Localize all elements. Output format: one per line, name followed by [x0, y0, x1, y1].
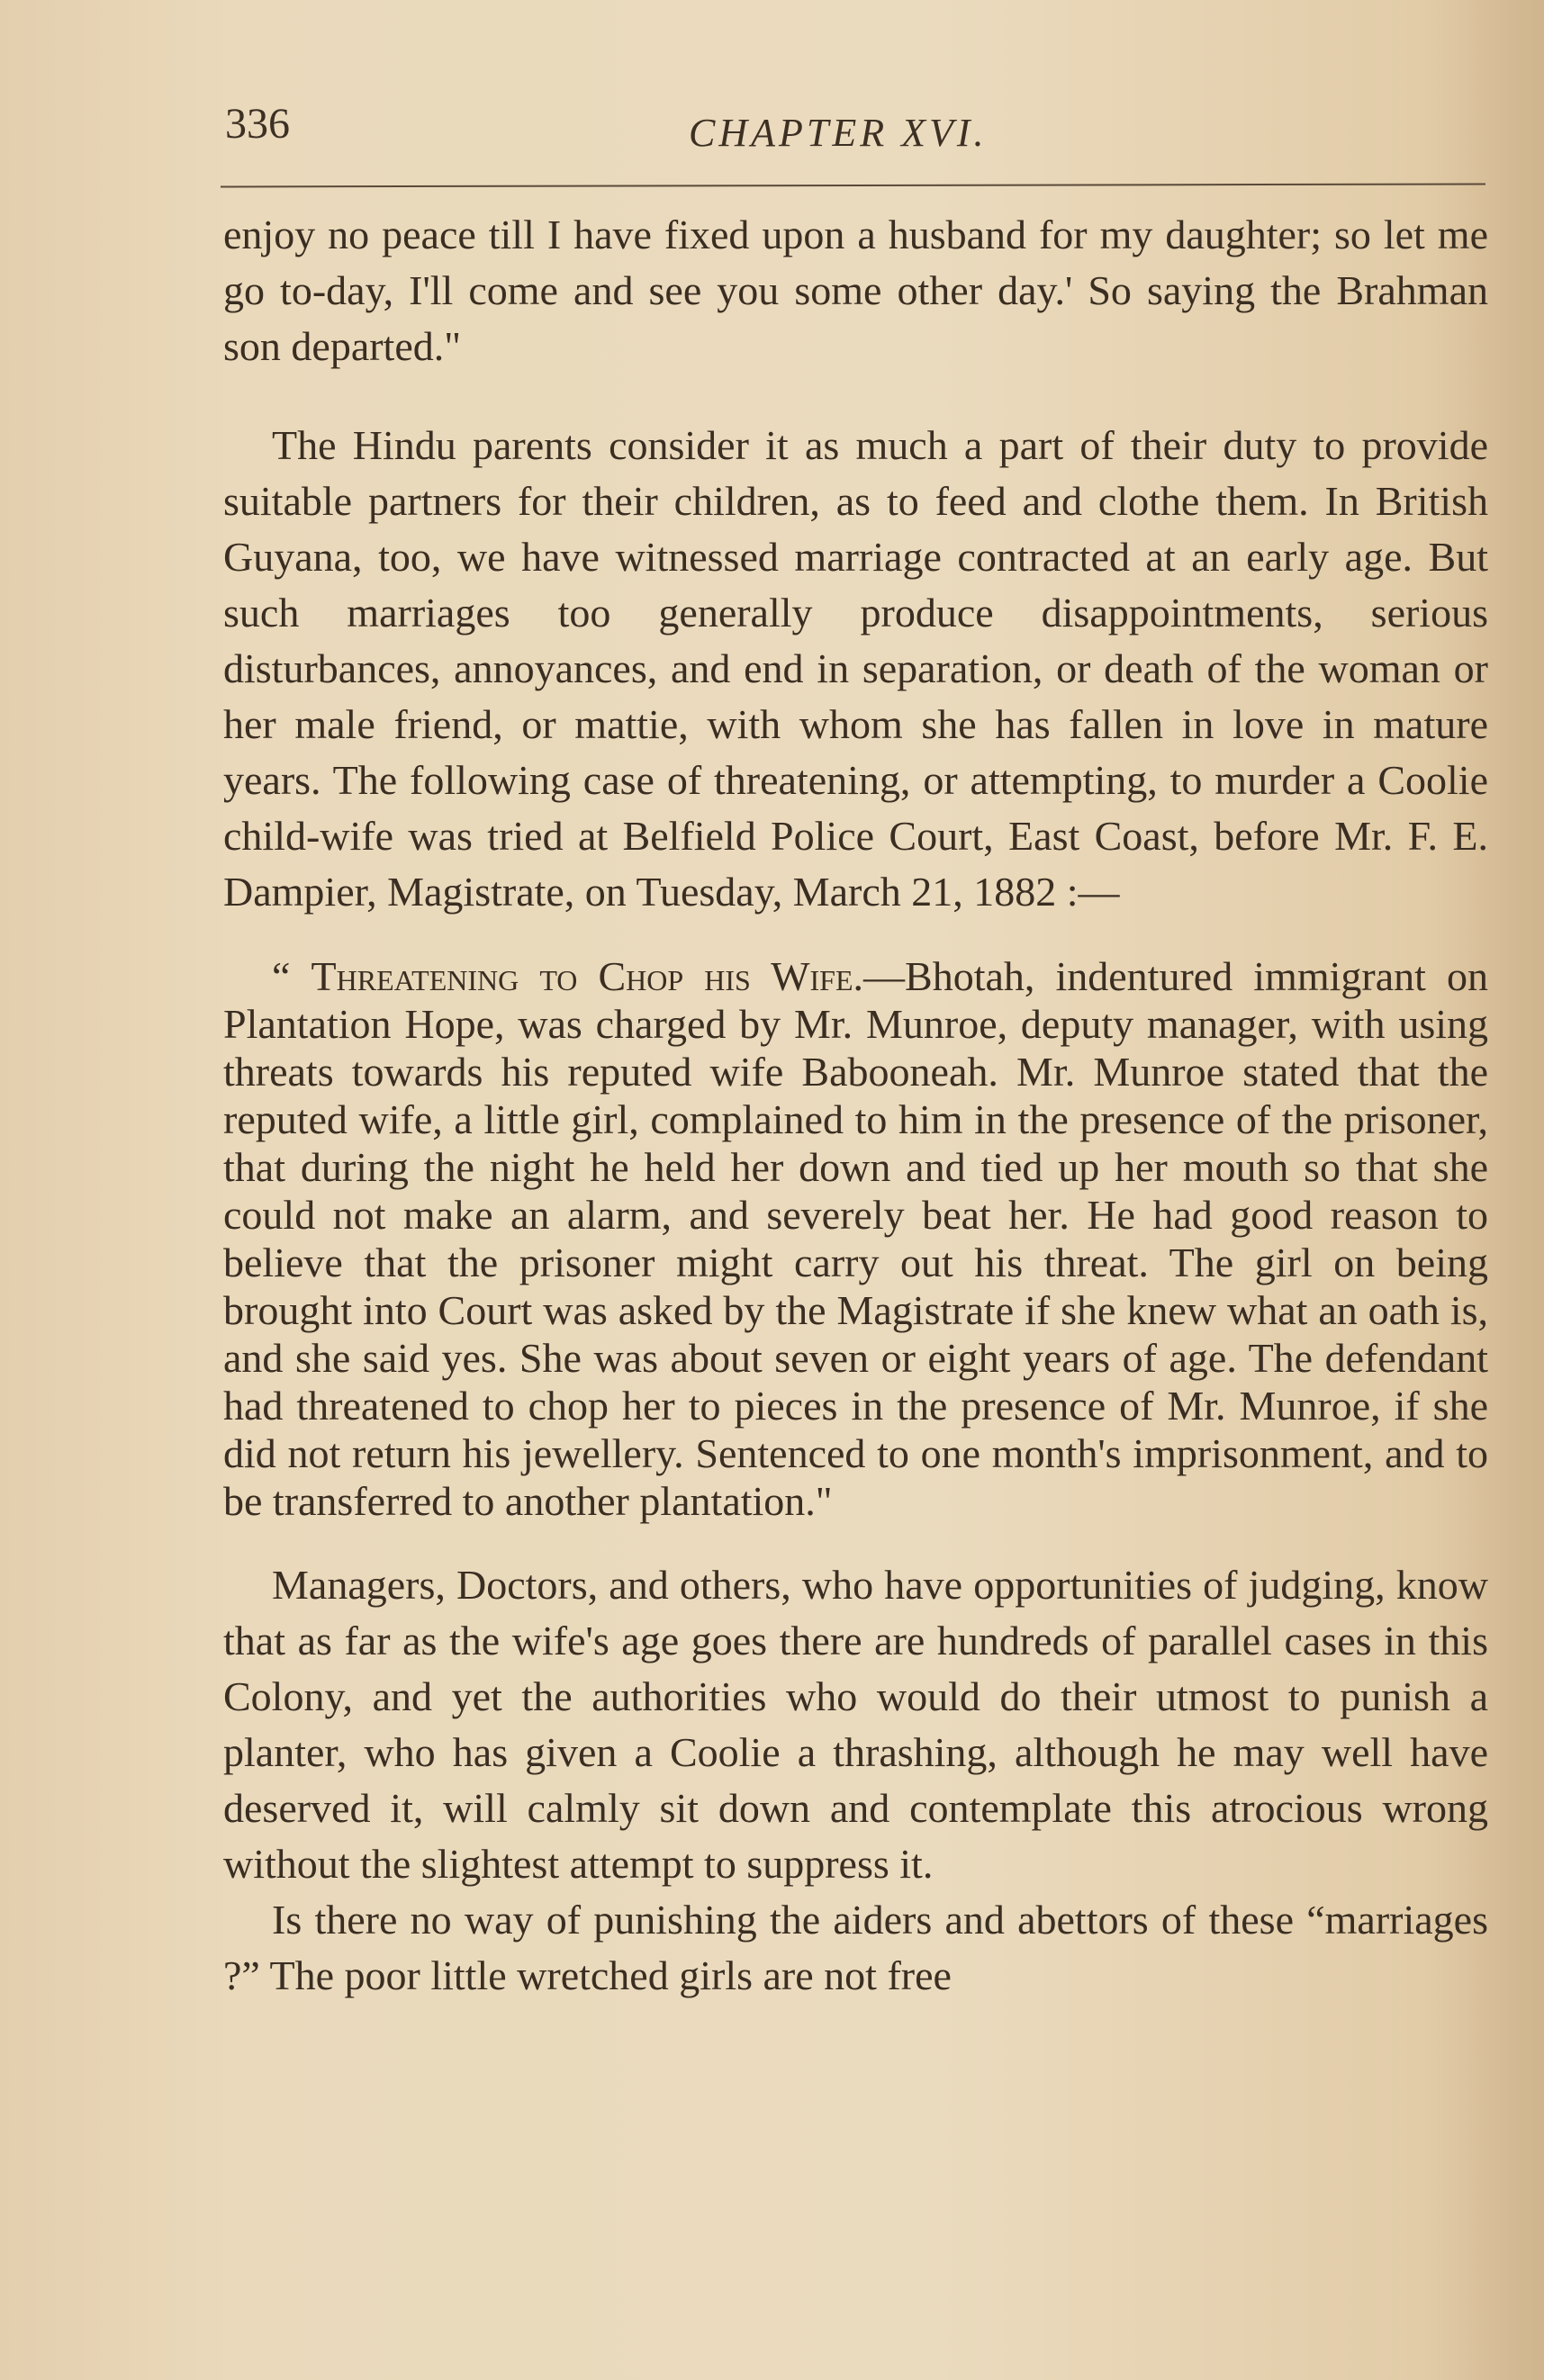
report-text: —Bhotah, indentured immigrant on Plantation Hope, was charged by Mr. Munroe, deputy manager, with using threats towards his reputed wife Babooneah. Mr. Munroe stated that the reputed wife, a little girl, complained to him in the presence of the prisoner, that during the night he held her down and tied up her mouth so that she could not make an alarm, and severely beat her. He had good reason to believe that the prisoner might carry out his threat. The girl on being brought into Court was asked by the Magistrate if she knew what an oath is, and she said yes. She was about seven or eight years of age. The defendant had threatened to chop her to pieces in the presence of Mr. Munroe, if she did not return his jewellery. Sentenced to one month's imprisonment, and to be transferred to another plantation." [223, 953, 1488, 1524]
chapter-title: CHAPTER XVI. [689, 111, 988, 155]
page-number: 336 [225, 100, 290, 148]
paragraph-managers: Managers, Doctors, and others, who have opportunities of judging, know that as far as the wife's age goes there are hundreds of parallel cases in this Colony, and yet the authorities who would do their utmost to punish a planter, who has given a Coolie a thrashing, although he may well have deserved it, will calmly sit down and contemplate this atrocious wrong without the slightest attempt to suppress it. [223, 1562, 1488, 1887]
report-heading: Threatening to Chop his Wife. [311, 953, 864, 999]
paragraph-continuation: enjoy no peace till I have fixed upon a husband for my daughter; so let me go to-day, I'll come and see you some other day.' So saying the Brahman son departed." [223, 212, 1488, 369]
paragraph-question: Is there no way of punishing the aiders and abettors of these “marriages ?” The poor little wretched girls are not free [223, 1897, 1488, 1998]
paragraph-court-report [223, 952, 1488, 1525]
paragraph-hindu-parents: The Hindu parents consider it as much a part of their duty to provide suitable partners for their children, as to feed and clothe them. In British Guyana, too, we have witnessed marriage contracted at an early age. But such marriages too generally produce disappointments, serious disturbances, annoyances, and end in separation, or death of the woman or her male friend, or mattie, with whom she has fallen in love in mature years. The following case of threatening, or attempting, to murder a Coolie child-wife was tried at Belfield Police Court, East Coast, before Mr. F. E. Dampier, Magistrate, on Tuesday, March 21, 1882 :— [223, 422, 1488, 915]
quote-mark: “ [272, 953, 312, 999]
page-header [225, 99, 1485, 171]
header-rule [221, 184, 1485, 188]
body-text [223, 207, 1488, 2004]
